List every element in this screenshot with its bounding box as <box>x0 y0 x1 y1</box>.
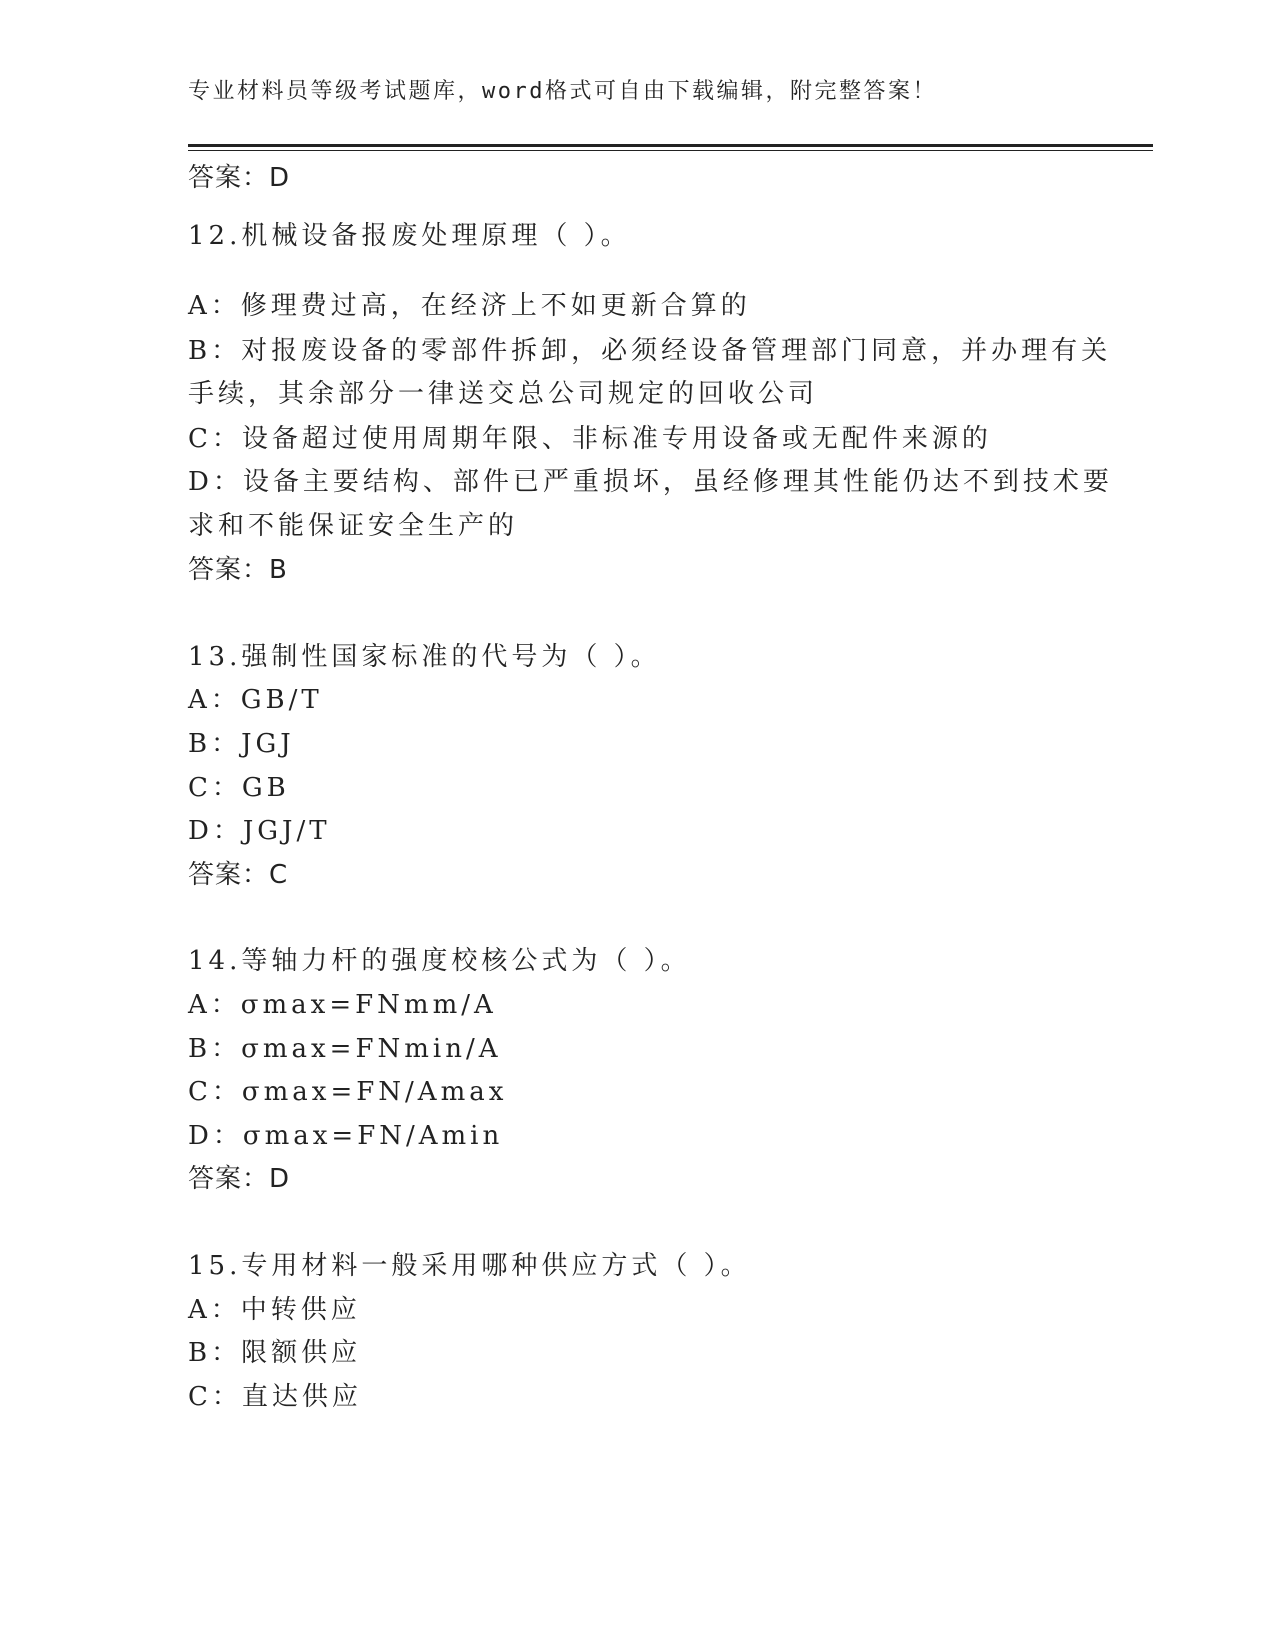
question-stem: 12.机械设备报废处理原理（ ）。 <box>188 221 631 251</box>
answer-label: 答案：B <box>188 555 288 585</box>
option-c: C：设备超过使用周期年限、非标准专用设备或无配件来源的 <box>188 424 992 454</box>
option-a: A：σmax=FNmm/A <box>188 990 497 1020</box>
option-a: A：中转供应 <box>188 1295 361 1325</box>
header-divider-thin <box>188 150 1153 151</box>
option-b: B：限额供应 <box>188 1338 362 1368</box>
option-c: C：直达供应 <box>188 1382 362 1412</box>
option-d: D：设备主要结构、部件已严重损坏，虽经修理其性能仍达不到技术要 <box>188 467 1113 497</box>
option-b: B：σmax=FNmin/A <box>188 1034 502 1064</box>
option-a: A：修理费过高，在经济上不如更新合算的 <box>188 291 751 321</box>
option-d: D：σmax=FN/Amin <box>188 1121 504 1151</box>
option-d: D：JGJ/T <box>188 816 331 846</box>
option-b: B：对报废设备的零部件拆卸，必须经设备管理部门同意，并办理有关 <box>188 336 1112 366</box>
page-header: 专业材料员等级考试题库，word格式可自由下载编辑，附完整答案！ <box>188 79 937 104</box>
option-b-continued: 手续，其余部分一律送交总公司规定的回收公司 <box>188 379 819 409</box>
option-c: C：σmax=FN/Amax <box>188 1077 508 1107</box>
header-divider <box>188 144 1153 147</box>
question-stem: 13.强制性国家标准的代号为（ ）。 <box>188 642 661 672</box>
option-a: A：GB/T <box>188 685 323 715</box>
option-d-continued: 求和不能保证安全生产的 <box>188 511 519 541</box>
option-b: B：JGJ <box>188 729 295 759</box>
option-c: C：GB <box>188 773 290 803</box>
question-stem: 14.等轴力杆的强度校核公式为（ ）。 <box>188 946 691 976</box>
question-stem: 15.专用材料一般采用哪种供应方式（ ）。 <box>188 1251 751 1281</box>
answer-label: 答案：D <box>188 1164 291 1194</box>
answer-label: 答案：C <box>188 860 289 890</box>
answer-label: 答案：D <box>188 163 291 193</box>
